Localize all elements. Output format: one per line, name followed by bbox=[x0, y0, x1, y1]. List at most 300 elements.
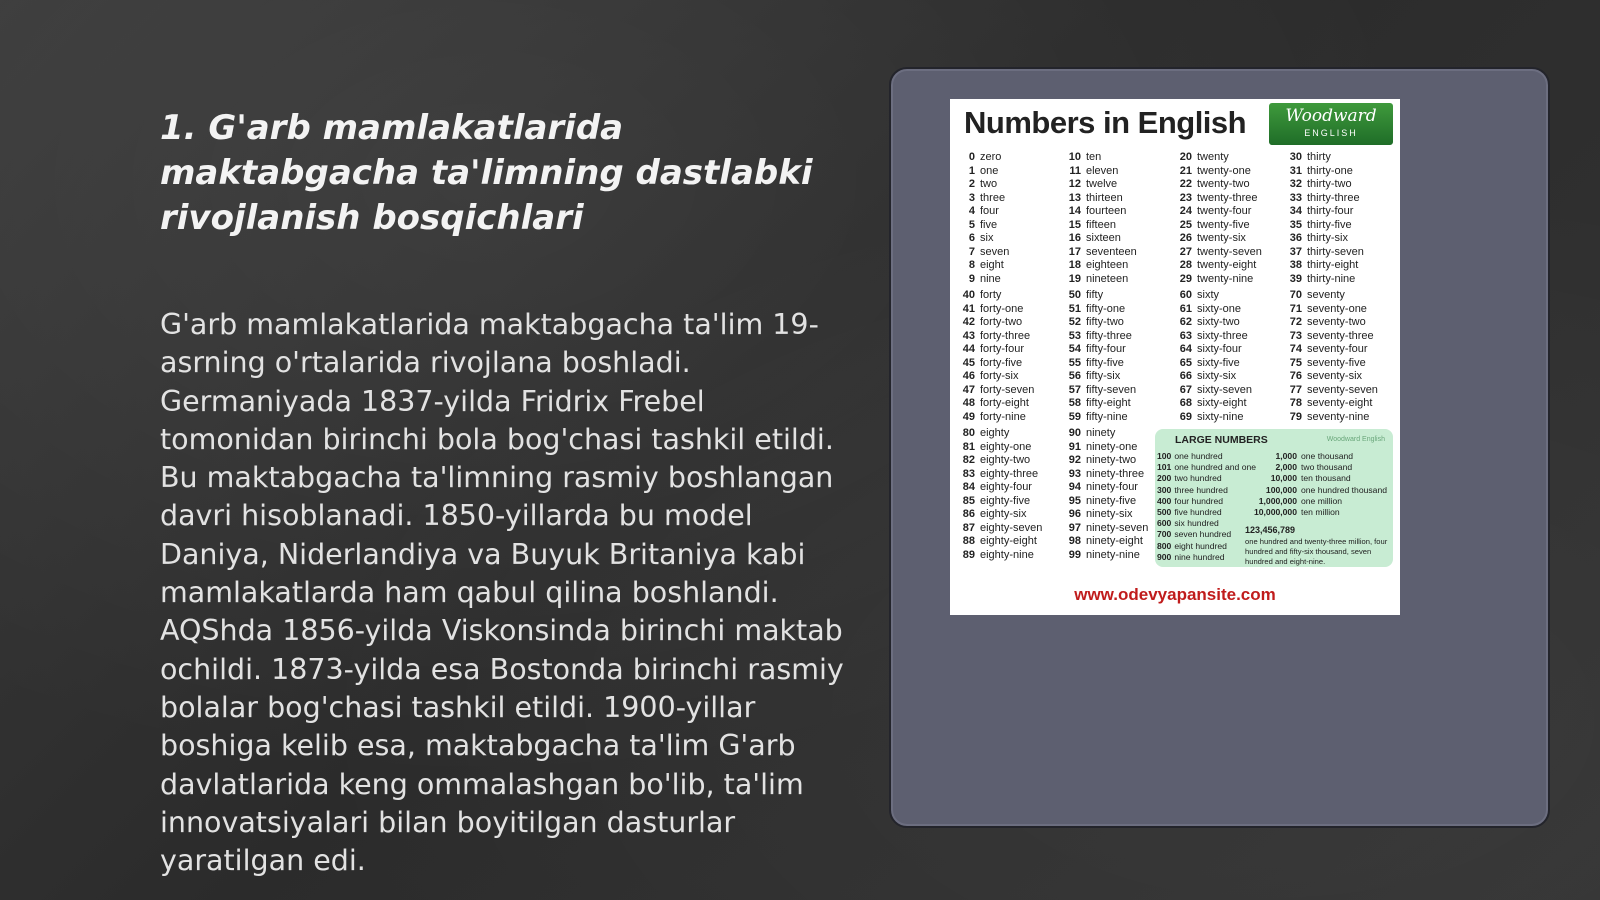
number-word: thirty bbox=[1307, 151, 1331, 163]
number-row bbox=[1175, 273, 1285, 287]
number-digit: 28 bbox=[1179, 259, 1192, 271]
number-row bbox=[958, 232, 1068, 246]
number-word: twelve bbox=[1086, 178, 1118, 190]
number-word: four bbox=[980, 205, 999, 217]
numbers-chart-image bbox=[950, 99, 1400, 615]
number-digit: 63 bbox=[1179, 329, 1192, 342]
number-word: sixty-six bbox=[1197, 370, 1237, 382]
hundreds-digit: 101 bbox=[1157, 462, 1172, 473]
slide-title: 1. G'arb mamlakatlarida maktabgacha ta'limning dastlabki rivojlanish bosqichlari bbox=[160, 108, 813, 238]
number-digit: 19 bbox=[1068, 272, 1081, 285]
number-digit: 92 bbox=[1068, 454, 1081, 466]
number-digit: 30 bbox=[1289, 151, 1302, 163]
number-word: twenty-eight bbox=[1197, 259, 1257, 271]
number-word: thirty-five bbox=[1307, 218, 1352, 231]
number-word: nine bbox=[980, 272, 1001, 285]
number-digit: 65 bbox=[1179, 356, 1192, 369]
number-row bbox=[958, 397, 1068, 411]
number-digit: 7 bbox=[968, 245, 975, 258]
number-row bbox=[1175, 232, 1285, 246]
number-row bbox=[1285, 246, 1395, 260]
number-digit: 6 bbox=[968, 232, 975, 244]
hundreds-word: one hundred bbox=[1174, 451, 1223, 461]
number-digit: 13 bbox=[1068, 191, 1081, 204]
number-word: twenty-four bbox=[1197, 205, 1252, 217]
number-row bbox=[1175, 259, 1285, 273]
number-word: seventeen bbox=[1086, 245, 1137, 258]
hundreds-digit: 400 bbox=[1157, 495, 1172, 506]
number-digit: 17 bbox=[1068, 245, 1081, 258]
number-word: ninety-three bbox=[1086, 467, 1145, 480]
hundreds-row bbox=[1157, 541, 1227, 551]
thousands-word: one million bbox=[1301, 495, 1343, 506]
number-word: eighty-five bbox=[980, 494, 1031, 507]
number-word: twenty-one bbox=[1197, 164, 1251, 177]
number-row bbox=[1285, 232, 1395, 246]
number-digit: 9 bbox=[968, 272, 975, 285]
number-row bbox=[1285, 411, 1395, 425]
number-word: ninety-eight bbox=[1086, 535, 1143, 547]
number-digit: 83 bbox=[962, 467, 975, 480]
number-row bbox=[1285, 384, 1395, 398]
number-digit: 33 bbox=[1289, 191, 1302, 204]
number-row bbox=[958, 316, 1068, 330]
number-row bbox=[1175, 397, 1285, 411]
number-row bbox=[1064, 219, 1174, 233]
hundreds-word: one hundred and one bbox=[1174, 462, 1257, 473]
number-row bbox=[1285, 343, 1395, 357]
number-word: twenty-five bbox=[1197, 218, 1250, 231]
number-word: sixty-five bbox=[1197, 356, 1240, 369]
number-row bbox=[958, 441, 1068, 455]
number-row bbox=[1175, 151, 1285, 165]
big-number-words: one hundred and twenty-three million, four hundred and fifty-six thousand, seven hundred and eight-nine. bbox=[1245, 537, 1388, 566]
number-row bbox=[1064, 343, 1174, 357]
number-word: seventy-six bbox=[1307, 370, 1363, 382]
number-row bbox=[958, 411, 1068, 425]
number-word: sixty-four bbox=[1197, 343, 1242, 355]
number-word: seventy-three bbox=[1307, 329, 1374, 342]
number-row bbox=[1285, 192, 1395, 206]
number-digit: 79 bbox=[1289, 410, 1302, 423]
number-row bbox=[958, 454, 1068, 468]
number-digit: 2 bbox=[968, 178, 975, 190]
number-row bbox=[1175, 219, 1285, 233]
number-word: fifty-two bbox=[1086, 316, 1124, 328]
number-word: thirty-three bbox=[1307, 191, 1360, 204]
number-digit: 44 bbox=[962, 343, 975, 355]
number-row bbox=[958, 165, 1068, 179]
number-row bbox=[1175, 343, 1285, 357]
number-digit: 90 bbox=[1068, 427, 1081, 439]
number-digit: 88 bbox=[962, 535, 975, 547]
number-word: eighty bbox=[980, 427, 1010, 439]
number-digit: 27 bbox=[1179, 245, 1192, 258]
hundreds-row bbox=[1157, 496, 1223, 506]
number-row bbox=[1285, 205, 1395, 219]
big-number: 123,456,789 bbox=[1245, 525, 1296, 535]
number-row bbox=[958, 549, 1068, 563]
number-word: seventy bbox=[1307, 289, 1345, 301]
number-word: ninety-five bbox=[1086, 494, 1137, 507]
number-digit: 31 bbox=[1289, 164, 1302, 177]
thousands-row bbox=[1245, 451, 1353, 461]
number-word: ten bbox=[1086, 151, 1102, 163]
number-digit: 16 bbox=[1068, 232, 1081, 244]
number-word: fifty-eight bbox=[1086, 397, 1131, 409]
number-digit: 73 bbox=[1289, 329, 1302, 342]
number-digit: 89 bbox=[962, 548, 975, 561]
thousands-word: one hundred thousand bbox=[1301, 484, 1388, 495]
number-digit: 14 bbox=[1068, 205, 1081, 217]
number-row bbox=[958, 370, 1068, 384]
number-row bbox=[958, 192, 1068, 206]
number-word: thirty-nine bbox=[1307, 272, 1356, 285]
number-digit: 21 bbox=[1179, 164, 1192, 177]
number-row bbox=[958, 357, 1068, 371]
hundreds-digit: 900 bbox=[1157, 551, 1172, 562]
number-word: forty-one bbox=[980, 302, 1024, 315]
number-word: eighty-seven bbox=[980, 521, 1043, 534]
number-column-4 bbox=[1285, 151, 1395, 424]
number-digit: 80 bbox=[962, 427, 975, 439]
number-row bbox=[1064, 303, 1174, 317]
number-word: forty bbox=[980, 289, 1002, 301]
number-row bbox=[1175, 330, 1285, 344]
number-digit: 61 bbox=[1179, 302, 1192, 315]
number-word: eighty-three bbox=[980, 467, 1039, 480]
number-digit: 76 bbox=[1289, 370, 1302, 382]
hundreds-row bbox=[1157, 518, 1219, 528]
number-word: ninety-six bbox=[1086, 508, 1133, 520]
number-row bbox=[1175, 384, 1285, 398]
hundreds-word: seven hundred bbox=[1174, 529, 1232, 540]
number-digit: 72 bbox=[1289, 316, 1302, 328]
number-row bbox=[1064, 192, 1174, 206]
number-word: eight bbox=[980, 259, 1004, 271]
number-digit: 51 bbox=[1068, 302, 1081, 315]
number-row bbox=[1175, 370, 1285, 384]
number-row bbox=[1064, 411, 1174, 425]
number-digit: 93 bbox=[1068, 467, 1081, 480]
number-digit: 85 bbox=[962, 494, 975, 507]
number-digit: 4 bbox=[968, 205, 975, 217]
number-column-1 bbox=[958, 151, 1068, 562]
number-word: eighty-nine bbox=[980, 548, 1034, 561]
number-row bbox=[958, 178, 1068, 192]
number-digit: 59 bbox=[1068, 410, 1081, 423]
number-digit: 66 bbox=[1179, 370, 1192, 382]
number-word: thirteen bbox=[1086, 191, 1123, 204]
thousands-digit: 10,000,000 bbox=[1253, 507, 1297, 517]
number-digit: 20 bbox=[1179, 151, 1192, 163]
number-digit: 29 bbox=[1179, 272, 1192, 285]
number-word: thirty-eight bbox=[1307, 259, 1359, 271]
number-row bbox=[958, 330, 1068, 344]
number-digit: 24 bbox=[1179, 205, 1192, 217]
number-word: seventy-eight bbox=[1307, 397, 1373, 409]
large-numbers-box bbox=[1155, 429, 1393, 567]
number-row bbox=[1064, 151, 1174, 165]
number-word: three bbox=[980, 191, 1006, 204]
number-row bbox=[1064, 259, 1174, 273]
source-url: www.odevyapansite.com bbox=[1074, 585, 1276, 604]
number-word: forty-six bbox=[980, 370, 1019, 382]
number-digit: 78 bbox=[1289, 397, 1302, 409]
hundreds-digit: 200 bbox=[1157, 473, 1172, 484]
number-digit: 68 bbox=[1179, 397, 1192, 409]
number-word: eighty-four bbox=[980, 481, 1032, 493]
number-digit: 60 bbox=[1179, 289, 1192, 301]
number-digit: 3 bbox=[968, 191, 975, 204]
number-row bbox=[1064, 232, 1174, 246]
number-word: sixty-one bbox=[1197, 302, 1242, 315]
number-digit: 8 bbox=[968, 259, 975, 271]
slide-body-text: G'arb mamlakatlarida maktabgacha ta'lim 19-asrning o'rtalarida rivojlana boshladi. Germaniyada 1837-yilda Fridrix Frebel tomonidan birinchi bola bog'chasi tashkil etildi. Bu maktabgacha ta'limning rasmiy boshlangan davri hisoblanadi. 1850-yillarda bu model Daniya, Niderlandiya va Buyuk Britaniya kabi mamlakatlarda ham qabul qilina boshlandi. AQShda 1856-yilda Viskonsinda birinchi maktab ochildi. 1873-yilda esa Bostonda birinchi rasmiy bolalar bog'chasi tashkil etildi. 1900-yillar boshiga kelib esa, maktabgacha ta'lim G'arb davlatlarida keng ommalashgan bo'lib, ta'lim innovatsiyalari bilan boyitilgan dasturlar yaratilgan edi. bbox=[160, 308, 844, 878]
number-digit: 64 bbox=[1179, 343, 1192, 355]
number-row bbox=[958, 508, 1068, 522]
thousands-row bbox=[1245, 507, 1340, 517]
hundreds-row bbox=[1157, 462, 1256, 472]
number-word: fifty-one bbox=[1086, 302, 1126, 315]
number-row bbox=[958, 151, 1068, 165]
number-digit: 46 bbox=[962, 370, 975, 382]
number-digit: 47 bbox=[962, 383, 975, 396]
number-word: eleven bbox=[1086, 164, 1119, 177]
hundreds-row bbox=[1157, 485, 1228, 495]
number-word: thirty-one bbox=[1307, 164, 1353, 177]
number-row bbox=[958, 427, 1068, 441]
number-row bbox=[1064, 273, 1174, 287]
number-row bbox=[1285, 370, 1395, 384]
number-row bbox=[958, 535, 1068, 549]
number-row bbox=[958, 289, 1068, 303]
number-row bbox=[958, 205, 1068, 219]
number-row bbox=[1175, 303, 1285, 317]
large-numbers-heading: LARGE NUMBERS bbox=[1175, 434, 1268, 446]
thousands-word: one thousand bbox=[1301, 451, 1354, 461]
number-digit: 34 bbox=[1289, 205, 1302, 217]
number-row bbox=[1064, 397, 1174, 411]
hundreds-row bbox=[1157, 507, 1222, 517]
number-digit: 42 bbox=[962, 316, 975, 328]
hundreds-digit: 500 bbox=[1157, 507, 1172, 517]
number-row bbox=[1285, 330, 1395, 344]
number-word: twenty bbox=[1197, 151, 1229, 163]
number-word: forty-eight bbox=[980, 397, 1029, 409]
number-row bbox=[1285, 289, 1395, 303]
number-digit: 67 bbox=[1179, 383, 1192, 396]
number-row bbox=[1285, 397, 1395, 411]
number-word: sixty-seven bbox=[1197, 383, 1253, 396]
number-row bbox=[1064, 246, 1174, 260]
number-word: eighty-one bbox=[980, 440, 1032, 453]
number-word: nineteen bbox=[1086, 272, 1129, 285]
number-row bbox=[958, 495, 1068, 509]
number-word: seventy-nine bbox=[1307, 410, 1370, 423]
number-row bbox=[1285, 316, 1395, 330]
number-word: ninety-seven bbox=[1086, 521, 1149, 534]
number-row bbox=[1064, 165, 1174, 179]
hundreds-digit: 600 bbox=[1157, 518, 1172, 529]
number-word: forty-nine bbox=[980, 410, 1026, 423]
number-word: sixty-nine bbox=[1197, 410, 1244, 423]
number-word: zero bbox=[980, 151, 1002, 163]
number-word: eighty-six bbox=[980, 508, 1027, 520]
number-digit: 10 bbox=[1068, 151, 1081, 163]
number-word: sixty-three bbox=[1197, 329, 1248, 342]
number-digit: 50 bbox=[1068, 289, 1081, 301]
thousands-word: ten million bbox=[1301, 507, 1340, 517]
number-row bbox=[1175, 205, 1285, 219]
number-row bbox=[1175, 316, 1285, 330]
number-word: forty-five bbox=[980, 356, 1023, 369]
number-row bbox=[1064, 370, 1174, 384]
number-word: six bbox=[980, 232, 994, 244]
number-digit: 97 bbox=[1068, 521, 1081, 534]
thousands-digit: 2,000 bbox=[1275, 462, 1297, 473]
number-word: two bbox=[980, 178, 998, 190]
number-digit: 12 bbox=[1068, 178, 1081, 190]
number-row bbox=[1285, 165, 1395, 179]
number-digit: 82 bbox=[962, 454, 975, 466]
number-digit: 70 bbox=[1289, 289, 1302, 301]
number-word: five bbox=[980, 218, 998, 231]
number-row bbox=[1064, 205, 1174, 219]
hundreds-digit: 800 bbox=[1157, 540, 1172, 551]
number-row bbox=[1064, 289, 1174, 303]
number-digit: 75 bbox=[1289, 356, 1302, 369]
number-digit: 74 bbox=[1289, 343, 1302, 355]
number-row bbox=[1175, 357, 1285, 371]
number-digit: 41 bbox=[962, 302, 975, 315]
number-digit: 5 bbox=[968, 218, 975, 231]
number-word: sixteen bbox=[1086, 232, 1121, 244]
number-word: seventy-one bbox=[1307, 302, 1367, 315]
hundreds-row bbox=[1157, 451, 1223, 461]
number-word: fifty-six bbox=[1086, 370, 1121, 382]
number-word: eighteen bbox=[1086, 259, 1129, 271]
number-digit: 77 bbox=[1289, 383, 1302, 396]
number-row bbox=[958, 481, 1068, 495]
number-word: forty-four bbox=[980, 343, 1025, 355]
number-row bbox=[1175, 165, 1285, 179]
logo-subtext: ENGLISH bbox=[1304, 128, 1358, 138]
number-row bbox=[1064, 178, 1174, 192]
number-row bbox=[1285, 151, 1395, 165]
number-digit: 69 bbox=[1179, 410, 1192, 423]
number-word: sixty-eight bbox=[1197, 397, 1247, 409]
hundreds-word: six hundred bbox=[1174, 518, 1219, 529]
hundreds-digit: 100 bbox=[1157, 451, 1172, 461]
number-digit: 55 bbox=[1068, 356, 1081, 369]
number-word: seventy-seven bbox=[1307, 383, 1378, 396]
number-row bbox=[958, 273, 1068, 287]
number-word: twenty-six bbox=[1197, 232, 1246, 244]
number-word: thirty-two bbox=[1307, 178, 1352, 190]
number-digit: 54 bbox=[1068, 343, 1081, 355]
number-digit: 45 bbox=[962, 356, 975, 369]
number-word: fifteen bbox=[1086, 218, 1116, 231]
number-word: sixty-two bbox=[1197, 316, 1240, 328]
number-row bbox=[1064, 384, 1174, 398]
hundreds-word: four hundred bbox=[1174, 495, 1224, 506]
number-digit: 48 bbox=[962, 397, 975, 409]
number-digit: 53 bbox=[1068, 329, 1081, 342]
number-row bbox=[958, 246, 1068, 260]
number-row bbox=[958, 522, 1068, 536]
number-word: twenty-three bbox=[1197, 191, 1258, 204]
number-word: seven bbox=[980, 245, 1010, 258]
thousands-row bbox=[1245, 496, 1342, 506]
number-word: fifty-seven bbox=[1086, 383, 1137, 396]
number-digit: 81 bbox=[962, 440, 975, 453]
number-digit: 39 bbox=[1289, 272, 1302, 285]
number-word: seventy-four bbox=[1307, 343, 1368, 355]
number-digit: 56 bbox=[1068, 370, 1081, 382]
number-word: ninety bbox=[1086, 427, 1116, 439]
hundreds-row bbox=[1157, 529, 1231, 539]
number-word: thirty-four bbox=[1307, 205, 1354, 217]
number-digit: 38 bbox=[1289, 259, 1302, 271]
hundreds-word: nine hundred bbox=[1174, 551, 1225, 562]
number-digit: 96 bbox=[1068, 508, 1081, 520]
thousands-digit: 10,000 bbox=[1270, 473, 1297, 484]
thousands-row bbox=[1245, 485, 1387, 495]
hundreds-word: five hundred bbox=[1174, 507, 1222, 517]
hundreds-digit: 700 bbox=[1157, 529, 1172, 540]
number-word: ninety-nine bbox=[1086, 548, 1140, 561]
number-digit: 99 bbox=[1068, 548, 1081, 561]
number-row bbox=[1285, 273, 1395, 287]
hundreds-word: two hundred bbox=[1174, 473, 1222, 484]
number-word: fourteen bbox=[1086, 205, 1127, 217]
number-row bbox=[1064, 330, 1174, 344]
hundreds-row bbox=[1157, 552, 1225, 562]
number-digit: 43 bbox=[962, 329, 975, 342]
number-digit: 95 bbox=[1068, 494, 1081, 507]
number-digit: 62 bbox=[1179, 316, 1192, 328]
number-row bbox=[1285, 259, 1395, 273]
number-digit: 98 bbox=[1068, 535, 1081, 547]
number-word: eighty-two bbox=[980, 454, 1031, 466]
number-word: fifty-five bbox=[1086, 356, 1124, 369]
number-digit: 32 bbox=[1289, 178, 1302, 190]
number-word: fifty-nine bbox=[1086, 410, 1128, 423]
chart-image-title: Numbers in English bbox=[964, 105, 1247, 140]
number-word: one bbox=[980, 164, 999, 177]
number-row bbox=[1285, 219, 1395, 233]
thousands-digit: 1,000,000 bbox=[1258, 495, 1297, 506]
number-column-3 bbox=[1175, 151, 1285, 424]
hundreds-word: eight hundred bbox=[1174, 540, 1227, 551]
number-digit: 91 bbox=[1068, 440, 1081, 453]
thousands-row bbox=[1245, 473, 1351, 483]
number-digit: 23 bbox=[1179, 191, 1192, 204]
number-digit: 11 bbox=[1069, 164, 1081, 177]
number-digit: 25 bbox=[1179, 218, 1192, 231]
number-digit: 36 bbox=[1289, 232, 1302, 244]
thousands-word: two thousand bbox=[1301, 462, 1353, 473]
number-word: forty-three bbox=[980, 329, 1031, 342]
number-word: twenty-nine bbox=[1197, 272, 1254, 285]
number-word: fifty-four bbox=[1086, 343, 1126, 355]
thousands-row bbox=[1245, 462, 1352, 472]
number-row bbox=[958, 303, 1068, 317]
number-digit: 18 bbox=[1068, 259, 1081, 271]
number-row bbox=[1285, 178, 1395, 192]
hundreds-row bbox=[1157, 473, 1222, 483]
